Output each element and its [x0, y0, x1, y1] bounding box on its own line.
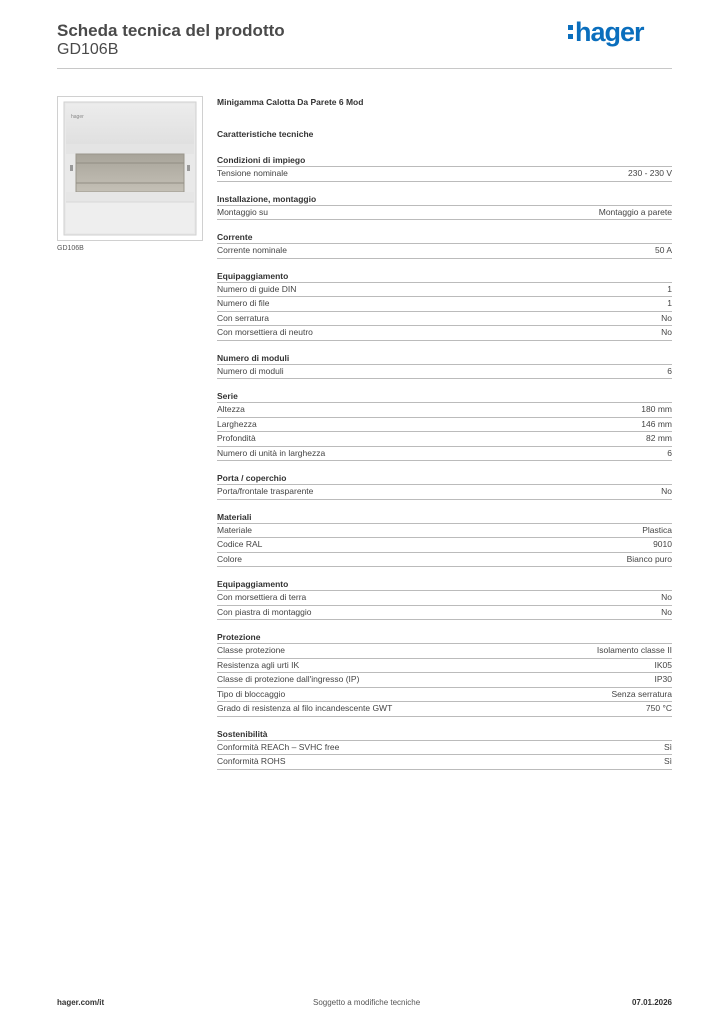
spec-row: [217, 590, 672, 605]
spec-label: Numero di moduli: [217, 365, 284, 376]
section-title: Serie: [217, 391, 238, 401]
spec-row: [217, 325, 672, 341]
spec-label: Numero di file: [217, 298, 270, 308]
spec-row: [217, 166, 672, 182]
spec-row: [217, 417, 672, 432]
section-rows: [217, 402, 672, 461]
spec-label: Classe protezione: [217, 645, 286, 655]
spec-row: [217, 446, 672, 462]
spec-row: [217, 605, 672, 621]
spec-label: Con piastra di montaggio: [217, 606, 312, 617]
section-title: Numero di moduli: [217, 352, 290, 363]
spec-section: [217, 578, 672, 620]
spec-value: No: [661, 327, 672, 337]
spec-value: No: [661, 592, 672, 602]
spec-label: Conformità ROHS: [217, 756, 286, 766]
spec-value: No: [661, 312, 672, 323]
spec-sections: [217, 154, 672, 770]
spec-value: IP30: [654, 674, 672, 684]
spec-row: [217, 701, 672, 717]
section-rows: [217, 590, 672, 620]
section-rows: [217, 205, 672, 221]
spec-value: Montaggio a parete: [598, 206, 672, 217]
spec-value: 6: [667, 365, 672, 376]
spec-row: [217, 552, 672, 568]
spec-label: Numero di unità in larghezza: [217, 447, 326, 458]
spec-value: Plastica: [642, 524, 672, 535]
spec-row: [217, 205, 672, 221]
spec-value: 146 mm: [641, 418, 672, 429]
spec-label: Tipo di bloccaggio: [217, 688, 286, 699]
spec-value: 230 - 230 V: [628, 168, 672, 178]
spec-row: [217, 484, 672, 500]
section-rows: [217, 523, 672, 568]
spec-table: [217, 95, 672, 770]
section-title: Corrente: [217, 232, 253, 242]
footer-website: hager.com/it: [57, 998, 105, 1007]
spec-value: 1: [667, 298, 672, 308]
section-title: Installazione, montaggio: [217, 193, 317, 204]
spec-row: [217, 754, 672, 770]
spec-label: Larghezza: [217, 418, 257, 429]
spec-row: [217, 523, 672, 538]
spec-row: [217, 643, 672, 658]
spec-value: 750 °C: [645, 703, 672, 713]
spec-section: [217, 472, 672, 500]
spec-value: Sì: [663, 756, 672, 766]
spec-value: Bianco puro: [626, 553, 672, 564]
spec-row: [217, 537, 672, 552]
spec-value: 82 mm: [646, 433, 672, 443]
spec-section: [217, 270, 672, 341]
section-rows: [217, 484, 672, 500]
product-code: GD106B: [57, 41, 119, 58]
spec-row: [217, 687, 672, 702]
product-image-caption: GD106B: [57, 245, 84, 252]
section-rows: [217, 643, 672, 717]
spec-section: [217, 631, 672, 717]
section-title: Equipaggiamento: [217, 270, 289, 281]
spec-label: Colore: [217, 553, 243, 564]
logo-dots-icon: [568, 23, 573, 41]
spec-row: [217, 431, 672, 446]
spec-section: [217, 511, 672, 568]
section-title: Protezione: [217, 632, 261, 642]
section-title: Porta / coperchio: [217, 473, 287, 483]
spec-section: [217, 728, 672, 770]
spec-value: IK05: [654, 659, 672, 670]
spec-label: Profondità: [217, 433, 256, 443]
spec-value: 180 mm: [641, 404, 672, 414]
spec-row: [217, 672, 672, 687]
spec-value: 6: [667, 447, 672, 458]
spec-label: Corrente nominale: [217, 245, 287, 255]
specs-heading: Caratteristiche tecniche: [217, 129, 314, 139]
spec-row: [217, 402, 672, 417]
spec-label: Porta/frontale trasparente: [217, 486, 314, 496]
logo-text: hager: [575, 16, 644, 47]
spec-section: [217, 154, 672, 182]
spec-label: Grado di resistenza al filo incandescente GWT: [217, 703, 393, 713]
spec-value: 50 A: [654, 245, 672, 255]
spec-section: [217, 390, 672, 461]
spec-row: [217, 740, 672, 755]
section-rows: [217, 364, 672, 380]
spec-value: No: [661, 606, 672, 617]
spec-label: Tensione nominale: [217, 168, 288, 178]
hager-logo: [568, 14, 644, 50]
page-title: Scheda tecnica del prodotto: [57, 21, 285, 40]
spec-value: Sì: [663, 741, 672, 752]
spec-label: Altezza: [217, 404, 245, 414]
spec-row: [217, 296, 672, 311]
footer-date: 07.01.2026: [631, 998, 672, 1007]
spec-row: [217, 311, 672, 326]
spec-row: [217, 658, 672, 673]
section-rows: [217, 166, 672, 182]
spec-label: Resistenza agli urti IK: [217, 659, 300, 670]
spec-section: [217, 352, 672, 380]
section-rows: [217, 243, 672, 259]
spec-row: [217, 243, 672, 259]
spec-section: [217, 231, 672, 259]
spec-label: Montaggio su: [217, 206, 269, 217]
spec-label: Materiale: [217, 524, 252, 535]
spec-label: Codice RAL: [217, 539, 263, 549]
spec-label: Con morsettiera di neutro: [217, 327, 313, 337]
spec-label: Numero di guide DIN: [217, 283, 297, 294]
box-brand-label: hager: [71, 114, 84, 120]
spec-value: Senza serratura: [611, 688, 672, 699]
spec-value: Isolamento classe II: [596, 645, 672, 655]
section-rows: [217, 740, 672, 770]
section-title: Materiali: [217, 511, 252, 522]
spec-row: [217, 282, 672, 297]
spec-value: No: [661, 486, 672, 496]
spec-value: 1: [667, 283, 672, 294]
spec-label: Con serratura: [217, 312, 269, 323]
header-divider: [57, 68, 672, 69]
spec-row: [217, 364, 672, 380]
product-image: [57, 96, 203, 241]
spec-label: Con morsettiera di terra: [217, 592, 307, 602]
section-title: Sostenibilità: [217, 728, 268, 739]
distribution-box-image: [58, 97, 202, 240]
spec-label: Classe di protezione dall'ingresso (IP): [217, 674, 360, 684]
product-name: Minigamma Calotta Da Parete 6 Mod: [217, 97, 364, 107]
footer-note: Soggetto a modifiche tecniche: [313, 998, 421, 1007]
spec-label: Conformità REACh – SVHC free: [217, 741, 340, 752]
section-title: Equipaggiamento: [217, 579, 289, 589]
section-rows: [217, 282, 672, 341]
spec-value: 9010: [653, 539, 672, 549]
spec-section: [217, 193, 672, 221]
section-title: Condizioni di impiego: [217, 155, 306, 165]
